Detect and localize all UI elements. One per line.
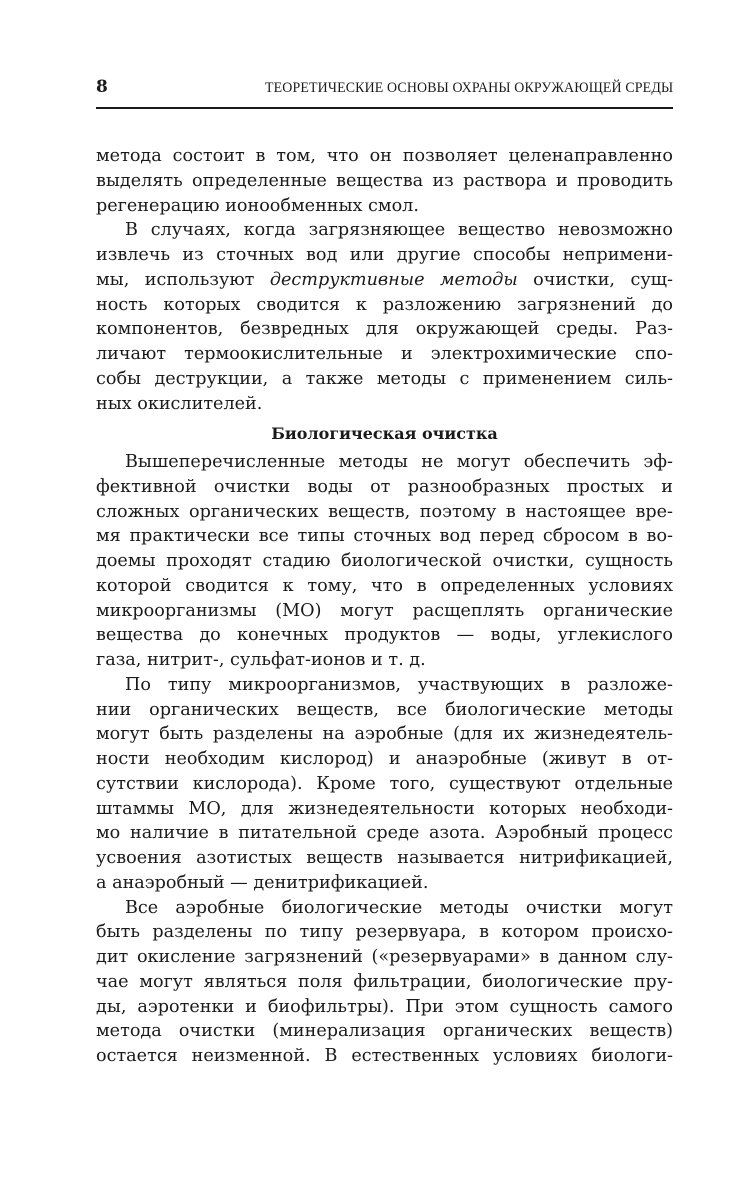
text-line: дит окисление загрязнений («резервуарами» в данном слу- <box>96 947 673 967</box>
text-line: а анаэробный — денитрификацией. <box>96 872 429 893</box>
paragraph <box>96 144 673 218</box>
text-line: Вышеперечисленные методы не могут обеспечить эф- <box>125 452 673 472</box>
text-line: сложных органических веществ, поэтому в настоящее вре- <box>96 501 673 522</box>
text-line <box>96 268 673 293</box>
text-line: компонентов, безвредных для окружающей среды. Раз- <box>96 319 673 340</box>
text-line: По типу микроорганизмов, участвующих в разложе- <box>125 674 673 695</box>
section-heading: Биологическая очистка <box>271 424 498 444</box>
text-line: штаммы МО, для жизнедеятельности которых необходи- <box>96 798 673 819</box>
text-line: регенерацию ионообменных смол. <box>96 195 419 216</box>
emphasis-term: деструктивные методы <box>269 269 518 290</box>
text-line: которой сводится к тому, что в определенных условиях <box>96 575 673 596</box>
paragraph <box>96 450 673 673</box>
text-line: усвоения азотистых веществ называется нитрификацией, <box>96 848 673 868</box>
text-line: микроорганизмы (МО) могут расщеплять органические <box>96 600 673 621</box>
text-line: Все аэробные биологические методы очистки могут <box>125 897 673 918</box>
paragraph <box>96 218 673 416</box>
paragraph <box>96 896 673 1069</box>
text-line: доемы проходят стадию биологической очистки, сущность <box>96 551 673 571</box>
text-line: личают термоокислительные и электрохимические спо- <box>96 344 673 364</box>
text-line: ность которых сводится к разложению загрязнений до <box>96 294 673 315</box>
text-line: ности необходим кислород) и анаэробные (живут в от- <box>96 749 673 769</box>
running-title: ТЕОРЕТИЧЕСКИЕ ОСНОВЫ ОХРАНЫ ОКРУЖАЮЩЕЙ СРЕДЫ <box>264 80 673 96</box>
text-line: нии органических веществ, все биологические методы <box>96 699 673 720</box>
text-line: сутствии кислорода). Кроме того, существуют отдельные <box>96 773 673 794</box>
text-line: метода состоит в том, что он позволяет целенаправленно <box>96 146 673 166</box>
text-line: остается неизменной. В естественных условиях биологи- <box>96 1046 673 1066</box>
body-text <box>96 144 673 1069</box>
text-line: мо наличие в питательной среде азота. Аэробный процесс <box>96 823 673 844</box>
paragraph <box>96 673 673 896</box>
text-line: собы деструкции, а также методы с применением силь- <box>96 368 673 389</box>
text-fragment: очистки, сущ- <box>517 269 673 290</box>
header-rule <box>96 107 673 109</box>
text-line: ды, аэротенки и биофильтры). При этом сущность самого <box>96 996 673 1017</box>
text-line: метода очистки (минерализация органических веществ) <box>96 1021 673 1042</box>
text-line: вещества до конечных продуктов — воды, углекислого <box>96 625 673 646</box>
text-line: ных окислителей. <box>96 393 263 414</box>
text-line: чае могут являться поля фильтрации, биологические пру- <box>96 971 673 992</box>
text-line: газа, нитрит-, сульфат-ионов и т. д. <box>96 650 426 670</box>
text-line: В случаях, когда загрязняющее вещество невозможно <box>125 220 673 241</box>
running-header <box>96 76 673 98</box>
text-line: могут быть разделены на аэробные (для их жизнедеятель- <box>96 724 673 745</box>
text-line: извлечь из сточных вод или другие способы непримени- <box>96 245 673 265</box>
text-line: выделять определенные вещества из раствора и проводить <box>96 170 673 191</box>
text-line: мя практически все типы сточных вод перед сбросом в во- <box>96 526 673 547</box>
page-number: 8 <box>96 77 108 97</box>
text-fragment: мы, используют <box>96 269 270 290</box>
text-line: быть разделены по типу резервуара, в котором происхо- <box>96 922 673 943</box>
text-line: фективной очистки воды от разнообразных простых и <box>96 476 673 497</box>
